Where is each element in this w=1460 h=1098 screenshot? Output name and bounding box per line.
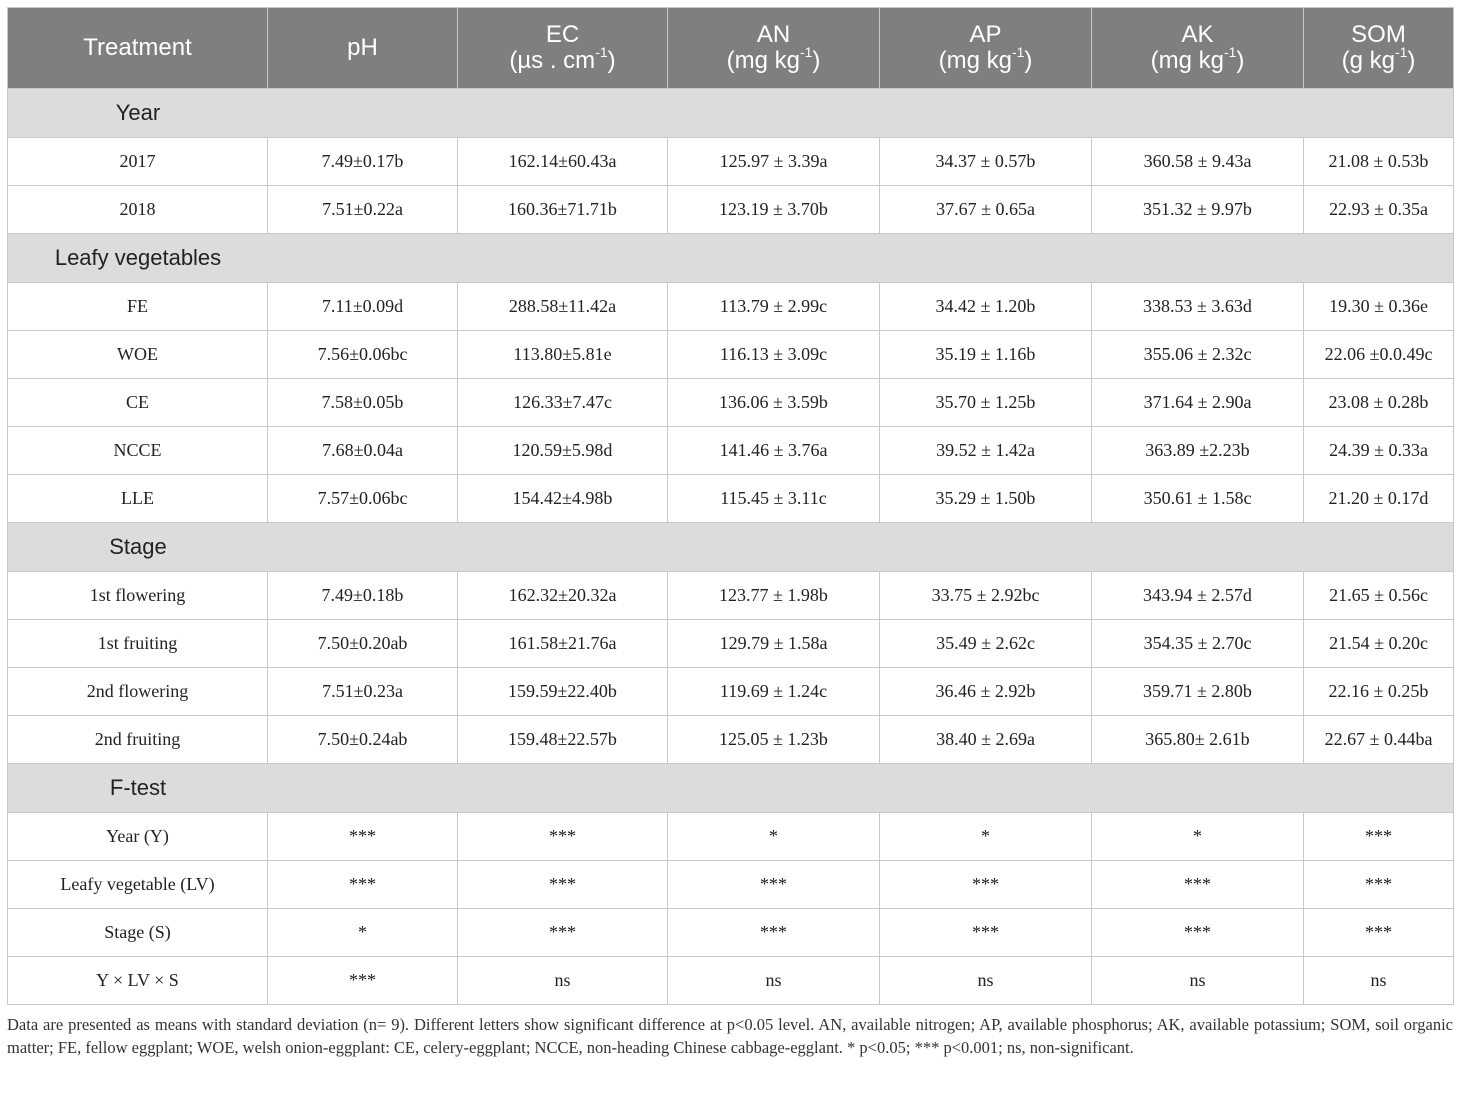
table-cell: 115.45 ± 3.11c [668,475,880,523]
table-cell: 162.32±20.32a [458,572,668,620]
table-cell: 7.51±0.23a [268,668,458,716]
header-row [8,8,1454,89]
table-cell: 23.08 ± 0.28b [1304,379,1454,427]
table-cell: *** [668,909,880,957]
table-row [8,861,1454,909]
table-cell: *** [1304,909,1454,957]
table-cell: 7.57±0.06bc [268,475,458,523]
table-cell: 7.56±0.06bc [268,331,458,379]
table-cell: 359.71 ± 2.80b [1092,668,1304,716]
table-cell: 160.36±71.71b [458,186,668,234]
table-cell: 21.54 ± 0.20c [1304,620,1454,668]
table-cell: 22.67 ± 0.44ba [1304,716,1454,764]
table-cell: *** [458,909,668,957]
row-label-cell: 1st flowering [8,572,268,620]
table-cell: *** [268,813,458,861]
table-cell: 120.59±5.98d [458,427,668,475]
table-cell: 354.35 ± 2.70c [1092,620,1304,668]
table-cell: *** [880,909,1092,957]
table-cell: 129.79 ± 1.58a [668,620,880,668]
table-cell: 7.68±0.04a [268,427,458,475]
section-title-cell [8,764,1454,813]
table-cell: *** [1092,909,1304,957]
table-cell: 363.89 ±2.23b [1092,427,1304,475]
table-cell: 22.16 ± 0.25b [1304,668,1454,716]
table-cell: 355.06 ± 2.32c [1092,331,1304,379]
row-label-cell: WOE [8,331,268,379]
table-cell: 36.46 ± 2.92b [880,668,1092,716]
row-label-cell: 2018 [8,186,268,234]
header-an: AN (mg $kg^{-1}$) [668,8,880,89]
table-cell: 360.58 ± 9.43a [1092,138,1304,186]
table-cell: * [268,909,458,957]
section-row [8,89,1454,138]
table-cell: ns [1304,957,1454,1005]
table-cell: 159.59±22.40b [458,668,668,716]
table-cell: ns [1092,957,1304,1005]
table-cell: *** [268,861,458,909]
table-cell: * [668,813,880,861]
table-cell: 159.48±22.57b [458,716,668,764]
header-ap: AP (mg $kg^{-1}$) [880,8,1092,89]
table-cell: 350.61 ± 1.58c [1092,475,1304,523]
table-cell: 125.05 ± 1.23b [668,716,880,764]
table-cell: 162.14±60.43a [458,138,668,186]
table-row [8,331,1454,379]
table-cell: *** [1304,813,1454,861]
table-cell: 37.67 ± 0.65a [880,186,1092,234]
section-title-cell [8,89,1454,138]
table-cell: 7.51±0.22a [268,186,458,234]
table-cell: 38.40 ± 2.69a [880,716,1092,764]
table-cell: 35.70 ± 1.25b [880,379,1092,427]
row-label-cell: 2017 [8,138,268,186]
table-cell: *** [458,813,668,861]
table-row [8,186,1454,234]
row-label-cell: LLE [8,475,268,523]
table-cell: 141.46 ± 3.76a [668,427,880,475]
table-cell: 365.80± 2.61b [1092,716,1304,764]
table-cell: 136.06 ± 3.59b [668,379,880,427]
section-title-cell [8,523,1454,572]
table-cell: 33.75 ± 2.92bc [880,572,1092,620]
table-cell: 119.69 ± 1.24c [668,668,880,716]
row-label-cell: FE [8,283,268,331]
table-cell: 39.52 ± 1.42a [880,427,1092,475]
section-title: Stage [109,534,167,559]
table-cell: 125.97 ± 3.39a [668,138,880,186]
table-cell: * [1092,813,1304,861]
table-cell: 7.50±0.24ab [268,716,458,764]
table-cell: 24.39 ± 0.33a [1304,427,1454,475]
table-cell: 21.08 ± 0.53b [1304,138,1454,186]
table-cell: 7.49±0.17b [268,138,458,186]
table-row [8,957,1454,1005]
table-row [8,668,1454,716]
table-cell: *** [1304,861,1454,909]
section-row [8,764,1454,813]
table-cell: 123.77 ± 1.98b [668,572,880,620]
table-row [8,475,1454,523]
table-cell: 19.30 ± 0.36e [1304,283,1454,331]
table-cell: 22.06 ±0.0.49c [1304,331,1454,379]
row-label-cell: 2nd flowering [8,668,268,716]
table-cell: 123.19 ± 3.70b [668,186,880,234]
header-ph: pH [268,8,458,89]
header-ec: EC (µs . $cm^{-1}$) [458,8,668,89]
header-ak: AK (mg $kg^{-1}$) [1092,8,1304,89]
table-cell: 371.64 ± 2.90a [1092,379,1304,427]
row-label-cell: CE [8,379,268,427]
section-row [8,234,1454,283]
table-cell: 113.79 ± 2.99c [668,283,880,331]
table-cell: 351.32 ± 9.97b [1092,186,1304,234]
row-label-cell: Year (Y) [8,813,268,861]
header-treatment: Treatment [8,8,268,89]
table-cell: *** [458,861,668,909]
header-som: SOM (g $kg^{-1}$) [1304,8,1454,89]
row-label-cell: Y × LV × S [8,957,268,1005]
section-title: Year [115,100,161,125]
table-cell: ns [668,957,880,1005]
table-cell: 7.50±0.20ab [268,620,458,668]
table-cell: 7.58±0.05b [268,379,458,427]
table-cell: 21.20 ± 0.17d [1304,475,1454,523]
row-label-cell: Leafy vegetable (LV) [8,861,268,909]
table-cell: 338.53 ± 3.63d [1092,283,1304,331]
section-title: F-test [109,775,167,800]
table-cell: 161.58±21.76a [458,620,668,668]
table-cell: *** [880,861,1092,909]
table-cell: ns [458,957,668,1005]
table-row [8,572,1454,620]
table-row [8,283,1454,331]
table-cell: 7.49±0.18b [268,572,458,620]
table-container [7,7,1453,1059]
table-cell: * [880,813,1092,861]
table-cell: 21.65 ± 0.56c [1304,572,1454,620]
row-label-cell: 2nd fruiting [8,716,268,764]
table-cell: 343.94 ± 2.57d [1092,572,1304,620]
table-cell: 154.42±4.98b [458,475,668,523]
table-cell: 34.42 ± 1.20b [880,283,1092,331]
table-cell: 35.19 ± 1.16b [880,331,1092,379]
data-table [7,7,1454,1005]
table-cell: 113.80±5.81e [458,331,668,379]
table-row [8,379,1454,427]
table-cell: 35.49 ± 2.62c [880,620,1092,668]
table-row [8,716,1454,764]
row-label-cell: NCCE [8,427,268,475]
section-row [8,523,1454,572]
table-row [8,427,1454,475]
table-cell: 288.58±11.42a [458,283,668,331]
row-label-cell: Stage (S) [8,909,268,957]
table-cell: ns [880,957,1092,1005]
table-footnote: Data are presented as means with standard deviation (n= 9). Different letters show significant difference at p<0.05 level. AN, available nitrogen; AP, available phosphorus; AK, available potassium; SOM, soil organic matter; FE, fellow eggplant; WOE, welsh onion-eggplant: CE, celery-eggplant; NCCE, non-heading Chinese cabbage-egglant. * p<0.05; *** p<0.001; ns, non-significant. [7,1015,1453,1057]
table-cell: 7.11±0.09d [268,283,458,331]
table-row [8,813,1454,861]
table-cell: *** [1092,861,1304,909]
section-title: Leafy vegetables [54,245,222,270]
table-cell: *** [268,957,458,1005]
table-cell: 35.29 ± 1.50b [880,475,1092,523]
table-cell: 126.33±7.47c [458,379,668,427]
row-label-cell: 1st fruiting [8,620,268,668]
table-cell: 34.37 ± 0.57b [880,138,1092,186]
table-cell: 22.93 ± 0.35a [1304,186,1454,234]
table-row [8,909,1454,957]
section-title-cell [8,234,1454,283]
table-body [8,89,1454,1005]
table-cell: *** [668,861,880,909]
table-cell: 116.13 ± 3.09c [668,331,880,379]
table-row [8,620,1454,668]
table-row [8,138,1454,186]
